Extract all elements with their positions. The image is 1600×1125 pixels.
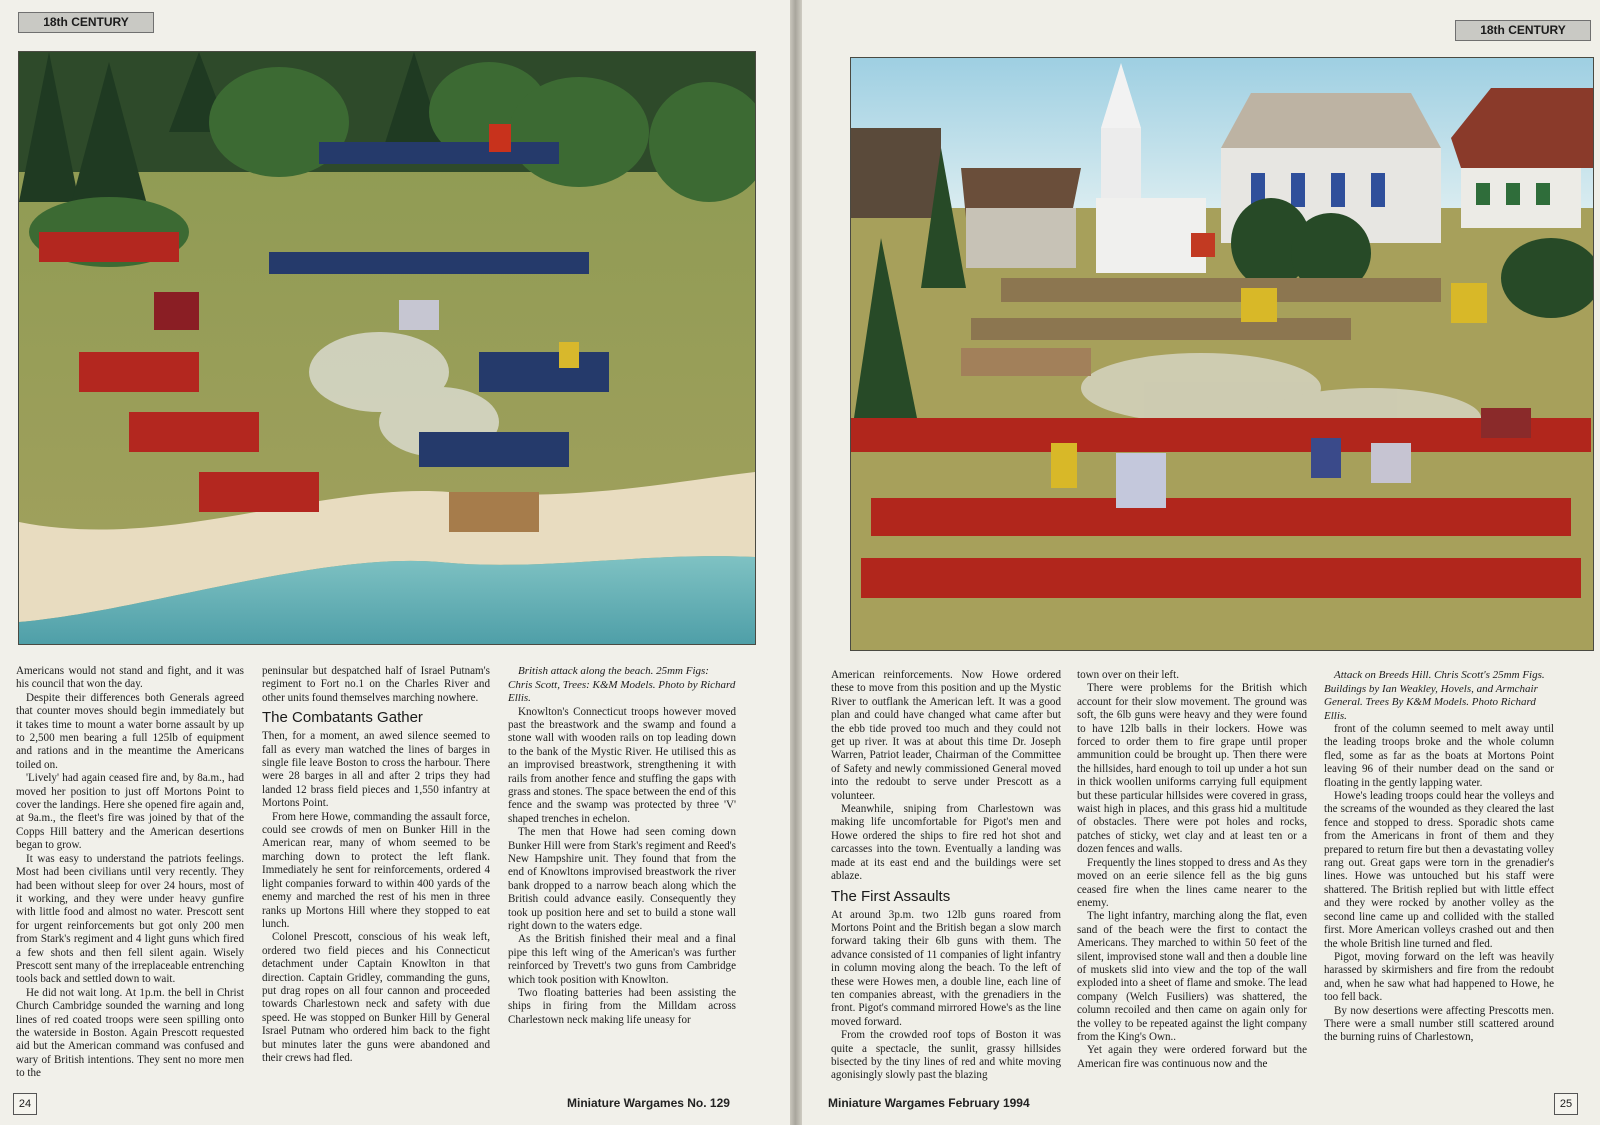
paragraph: peninsular but despatched half of Israel Putnam's regiment to Fort no.1 on the Charles River and other units found themselves marching nowhere.	[262, 665, 490, 704]
paragraph: It was easy to understand the patriots feelings. Most had been civilians until very recently. They had been without sleep for over 24 hours, most of it working, and they were under heavy gunfire with little food and almost no water. Prescott sent for urgent reinforcements but got only 200 men from Stark's regiment and 4 light guns which fired a few shots and then fell silent again. Wisely Prescott sent many of the irreplaceable entrenching tools back and settled down to wait.	[16, 852, 244, 986]
paragraph: Howe's leading troops could hear the volleys and the screams of the wounded as they cleared the last fence and stopped to dress. Sporadic shots came from the Americans in front of them and they prepared to return fire but then a devastating volley rang out. Great gaps were torn in the grenadier's lines. Howe was untouched but his staff were shattered. The British replied but with little effect and they were rocked by another volley as the second line came up and collided with the stalled first. More American volleys crashed out and then the whole British line turned and fled.	[1324, 790, 1554, 950]
diorama-photo-breeds-hill	[850, 57, 1594, 651]
paragraph: American reinforcements. Now Howe ordered these to move from this position and up the Mystic River to outflank the American left. It was a good plan and could have changed what came after but the ebb tide proved too much and they could not get up river. It was at about this time Dr. Joseph Warren, Patriot leader, Chairman of the Committee of Safety and newly commissioned General moved into the redoubt to serve under Prescott as a volunteer.	[831, 669, 1061, 802]
paragraph: Meanwhile, sniping from Charlestown was making life uncomfortable for Pigot's men and Howe ordered the ships to fire red hot shot and carcasses into the town. Eventually a landing was made at its east end and the buildings were set ablaze.	[831, 803, 1061, 883]
footer-title: Miniature Wargames February 1994	[828, 1096, 1030, 1110]
article-column-3	[508, 665, 736, 1027]
article-column-1	[831, 669, 1061, 1083]
paragraph: town over on their left.	[1077, 669, 1179, 681]
paragraph: From here Howe, commanding the assault force, could see crowds of men on Bunker Hill in the American rear, many of whom seemed to be marching down to protect the left flank. Immediately he sent for reinforcements, ordered 4 light companies forward to within 400 yards of the enemy and marched the rest of his men in three ranks up Mortons Hill where they stopped to eat lunch.	[262, 810, 490, 930]
right-page	[802, 0, 1600, 1125]
photo-caption: Attack on Breeds Hill. Chris Scott's 25mm Figs. Buildings by Ian Weakley, Hovels, and Armchair General. Trees By K&M Models. Photo Richard Ellis.	[1324, 669, 1545, 722]
article-column-2	[262, 665, 490, 1065]
paragraph: Pigot, moving forward on the left was heavily harassed by skirmishers and fire from the redoubt and, when he saw what had happened to Howe, he too fell back.	[1324, 950, 1554, 1004]
paragraph: Knowlton's Connecticut troops however moved past the breastwork and the swamp and found a stone wall with wooden rails on top leading down to the bank of the Mystic River. He utilised this as an improvised breastwork, strengthening it with rails from another fence and stuffing the gaps with grass and stones. The space between the end of this fence and the swamp was protected by three 'V' shaped trenches in echelon.	[508, 705, 736, 825]
paragraph: From the crowded roof tops of Boston it was quite a spectacle, the sunlit, grassy hillsides bisected by the tiny lines of red and white moving agonisingly slowly past the blazing	[831, 1029, 1061, 1082]
page-number: 24	[13, 1093, 37, 1115]
section-heading: The Combatants Gather	[262, 709, 423, 727]
section-heading: The First Assaults	[831, 887, 951, 905]
section-label: 18th CENTURY	[18, 12, 154, 33]
paragraph: Two floating batteries had been assisting the ships in firing from the Milldam across Charlestown neck making life uneasy for	[508, 987, 736, 1026]
paragraph: front of the column seemed to melt away until the leading troops broke and the whole column fled, some as far as the boats at Mortons Point leaving 96 of their number dead on the sand or floating in the gently lapping water.	[1324, 723, 1554, 789]
page-gutter	[790, 0, 802, 1125]
page-number: 25	[1554, 1093, 1578, 1115]
paragraph: By now desertions were affecting Prescotts men. There were a small number still scattered around the burning ruins of Charlestown,	[1324, 1004, 1554, 1044]
paragraph: As the British finished their meal and a final pipe this left wing of the American's was further reinforced by Trevett's two guns from Cambridge which took position with Knowlton.	[508, 933, 736, 986]
paragraph: The light infantry, marching along the flat, even sand of the beach were the first to contact the Americans. They marched to within 50 feet of the silent, improvised stone wall and then a double line of muskets slid into view and the top of the wall exploded into a sheet of flame and smoke. The lead company (Welch Fusiliers) was shattered, the column recoiled and then came on again only for the volley to be repeated against the light company from the King's Own..	[1077, 910, 1307, 1043]
diorama-illustration	[851, 58, 1593, 650]
diorama-photo-beach	[18, 51, 756, 645]
paragraph: Yet again they were ordered forward but the American fire was continuous now and the	[1077, 1044, 1307, 1070]
paragraph: Colonel Prescott, conscious of his weak left, ordered two field pieces and his Connecticut detachment under Captain Knowlton in that direction. Captain Gridley, commanding the guns, put drag ropes on all four cannon and proceeded towards Charlestown neck and safety with due speed. He was stopped on Bunker Hill by General Israel Putnam who ordered him back to the fight but minutes later the guns were abandoned and their crews had fled.	[262, 931, 490, 1064]
section-label: 18th CENTURY	[1455, 20, 1591, 41]
paragraph: Frequently the lines stopped to dress and As they moved on an eerie silence fell as the big guns ceased fire when the lines came nearer to the enemy.	[1077, 856, 1307, 909]
article-column-1	[16, 665, 244, 1081]
paragraph: Despite their differences both Generals agreed that counter moves should begin immediately but it takes time to mount a water borne assault by up to 2,500 men bearing a full 125lb of equipment and rations and in the meantime the Americans toiled on.	[16, 691, 244, 771]
paragraph: Then, for a moment, an awed silence seemed to fall as every man watched the lines of barges in single file leave Boston to cross the harbour. There were 28 barges in all and after 2 trips they had landed 12 brass field pieces and 1,550 infantry at Mortons Point.	[262, 730, 490, 810]
photo-caption: British attack along the beach. 25mm Figs: Chris Scott, Trees: K&M Models. Photo by Richard Ellis.	[508, 665, 736, 704]
paragraph: At around 3p.m. two 12lb guns roared from Mortons Point and the British began a slow march forward taking their 6lb guns with them. The advance consisted of 11 companies of light infantry in column moving along the beach. To the left of these were Howes men, a double line, each line of ten companies abreast, with the grenadiers in the front. Pigot's command mirrored Howe's as the line moved forward.	[831, 908, 1061, 1028]
diorama-illustration	[19, 52, 755, 644]
article-column-3	[1324, 669, 1554, 1045]
paragraph: 'Lively' had again ceased fire and, by 8a.m., had moved her position to just off Mortons Point to cover the landings. Here she opened fire again and, at 9a.m., the fleet's fire was joined by that of the Copps Hill battery and the American desertions began to grow.	[16, 772, 244, 852]
paragraph: The men that Howe had seen coming down Bunker Hill were from Stark's regiment and Reed's New Hampshire unit. They found that from the end of Knowltons improvised breastwork the river bank dropped to a narrow beach along which the British could advance easily. Consequently they took up position here and set to build a stone wall right down to the waters edge.	[508, 826, 736, 932]
paragraph: He did not wait long. At 1p.m. the bell in Christ Church Cambridge sounded the warning and long lines of red coated troops were seen spilling onto the waterside in Boston. Again Prescott requested aid but the American command was confused and wary of British intentions. They sent no more men to the	[16, 986, 244, 1080]
footer-title: Miniature Wargames No. 129	[567, 1096, 730, 1110]
paragraph: Americans would not stand and fight, and it was his council that won the day.	[16, 665, 244, 691]
article-column-2	[1077, 669, 1307, 1071]
left-page	[0, 0, 790, 1125]
paragraph: There were problems for the British which account for their slow movement. The ground was soft, the 6lb guns were heavy and they were found to have 12lb balls in their lockers. Howe was forced to order them to fire grape until proper ammunition could be brought up. Then there were the hillsides, hard enough to toil up under a hot sun in thick woollen uniforms carrying full equipment but these particular hillsides were covered in grass, waist high in places, and this grass hid a multitude of obstacles. There were pot holes and rocks, patches of sticky, wet clay and at least ten or a dozen fences and walls.	[1077, 682, 1307, 856]
